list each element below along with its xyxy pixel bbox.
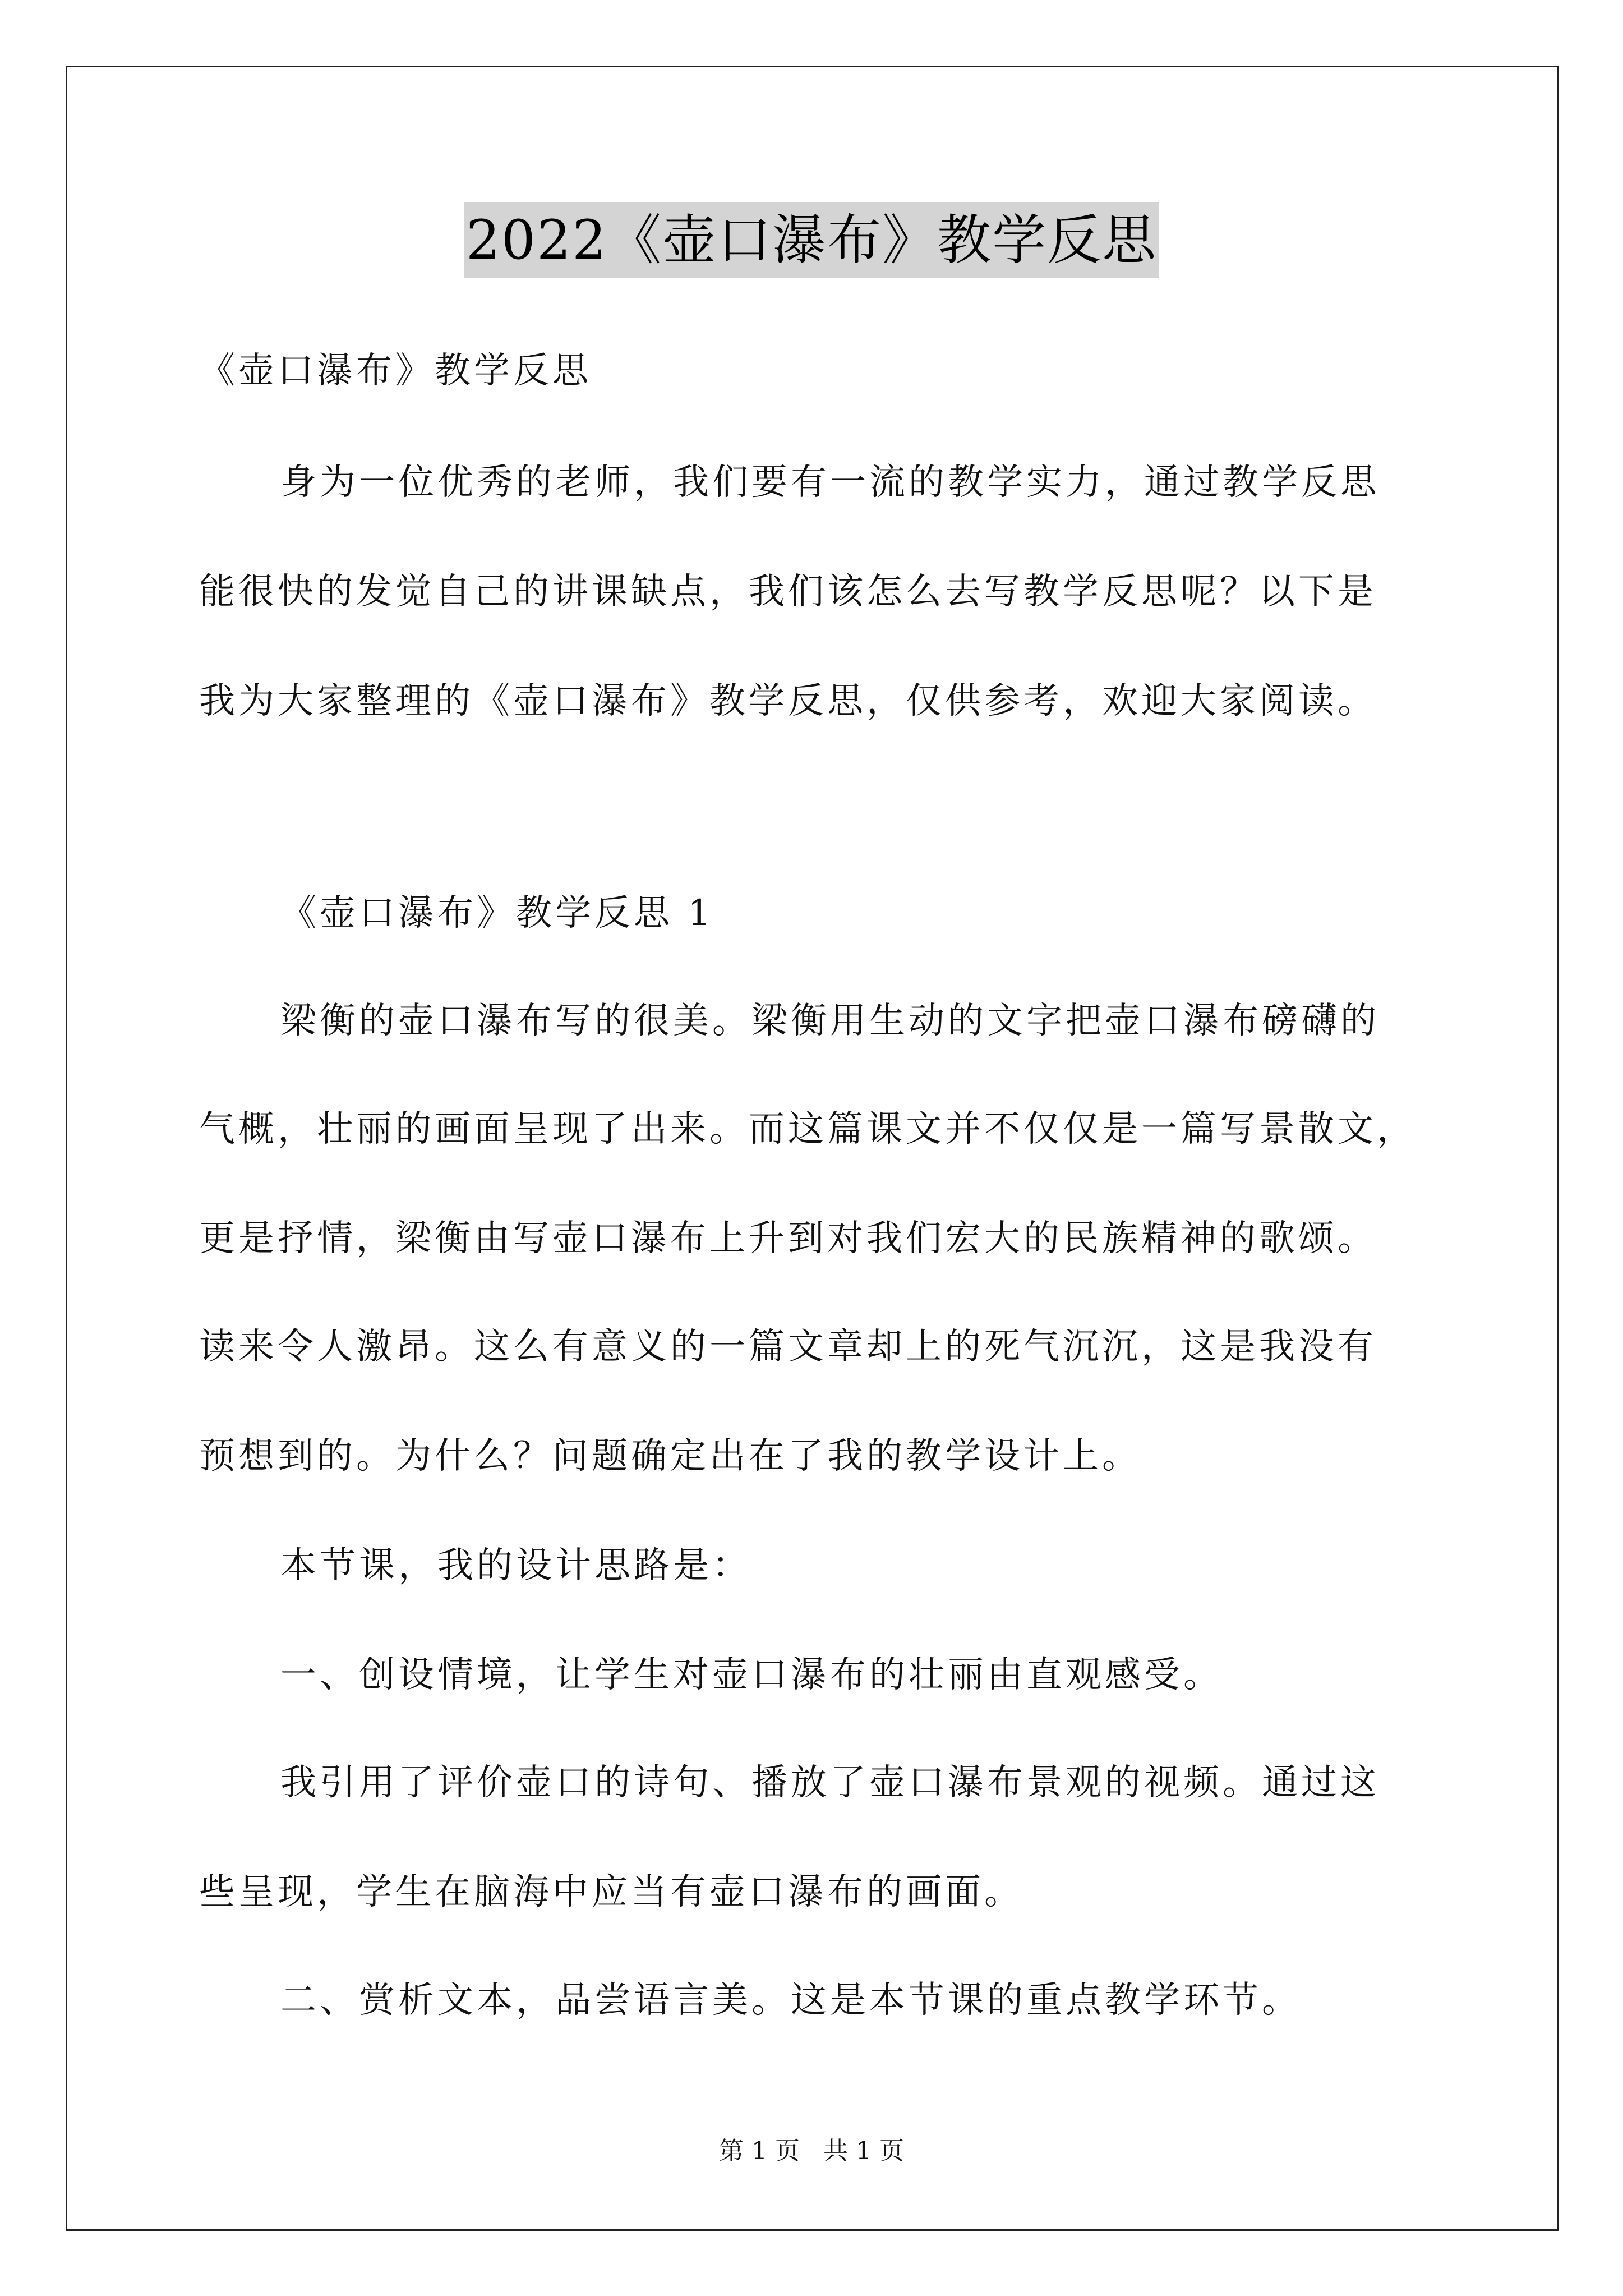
paragraph-line: 本节课，我的设计思路是： [280,1545,751,1586]
paragraph-line: 我为大家整理的《壶口瀑布》教学反思，仅供参考，欢迎大家阅读。 [199,680,1377,722]
paragraph-line: 读来令人激昂。这么有意义的一篇文章却上的死气沉沉，这是我没有 [199,1326,1377,1368]
section-heading: 《壶口瀑布》教学反思 [199,350,592,392]
document-title: 2022《壶口瀑布》教学反思 [464,202,1159,278]
paragraph-line: 能很快的发觉自己的讲课缺点，我们该怎么去写教学反思呢？以下是 [199,571,1377,613]
paragraph-line: 一、创设情境，让学生对壶口瀑布的壮丽由直观感受。 [280,1654,1223,1696]
page-number: 第 1 页 [719,2137,800,2165]
paragraph-line: 些呈现，学生在脑海中应当有壶口瀑布的画面。 [199,1871,1023,1913]
paragraph-line: 我引用了评价壶口的诗句、播放了壶口瀑布景观的视频。通过这 [280,1762,1380,1803]
page-footer [0,2134,1623,2168]
subsection-heading: 《壶口瀑布》教学反思 1 [280,892,714,934]
paragraph-line: 身为一位优秀的老师，我们要有一流的教学实力，通过教学反思 [280,462,1380,503]
paragraph-line: 气概，壮丽的画面呈现了出来。而这篇课文并不仅仅是一篇写景散文， [199,1108,1416,1150]
page-total: 共 1 页 [823,2137,904,2165]
paragraph-line: 二、赏析文本，品尝语言美。这是本节课的重点教学环节。 [280,1980,1301,2021]
paragraph-line: 更是抒情，梁衡由写壶口瀑布上升到对我们宏大的民族精神的歌颂。 [199,1218,1377,1259]
paragraph-line: 梁衡的壶口瀑布写的很美。梁衡用生动的文字把壶口瀑布磅礴的 [280,1000,1380,1042]
paragraph-line: 预想到的。为什么？问题确定出在了我的教学设计上。 [199,1435,1141,1477]
title-container [0,202,1623,278]
